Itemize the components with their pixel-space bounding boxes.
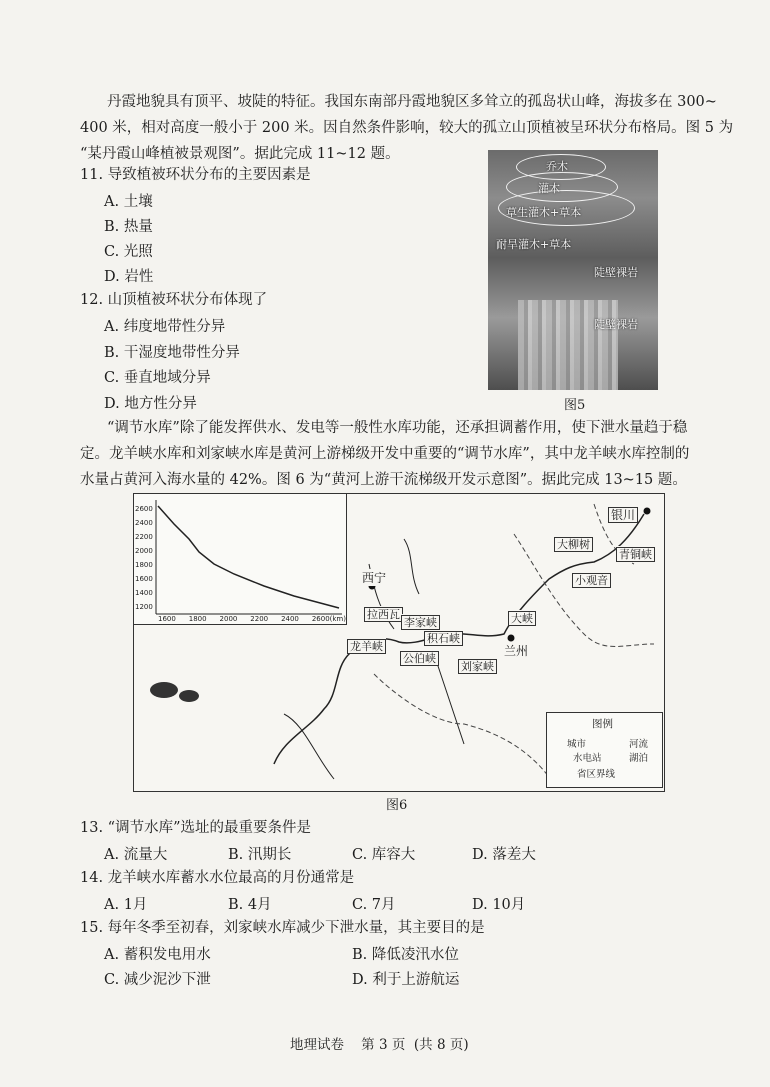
figure6-map — [133, 493, 665, 792]
intro1-line3: “某丹霞山峰植被景观图”。据此完成 11~12 题。 — [80, 146, 400, 162]
profile-y-ticks: 2600 2400 2200 2000 1800 1600 1400 1200 — [135, 505, 153, 611]
q12-option-a[interactable]: A. 纬度地带性分异 — [104, 319, 226, 335]
lake-1 — [150, 682, 178, 698]
intro1-line1: 丹霞地貌具有顶平、坡陡的特征。我国东南部丹霞地貌区多耸立的孤岛状山峰，海拔多在 300~ — [107, 94, 717, 110]
legend-border: 省区界线 — [577, 769, 616, 780]
q12-stem: 12. 山顶植被环状分布体现了 — [80, 292, 268, 308]
label-gongboxia: 公伯峡 — [400, 650, 439, 666]
q13-option-a[interactable]: A. 流量大 — [104, 847, 168, 863]
label-xiaoguanyin: 小观音 — [572, 572, 611, 588]
label-lanzhou: 兰州 — [504, 644, 529, 658]
q11-stem: 11. 导致植被环状分布的主要因素是 — [80, 167, 311, 183]
city-yinchuan — [644, 508, 651, 515]
q13-stem: 13. “调节水库”选址的最重要条件是 — [80, 820, 311, 836]
label-cliff-1: 陡壁裸岩 — [594, 266, 638, 279]
intro2-line3: 水量占黄河入海水量的 42%。图 6 为“黄河上游干流梯级开发示意图”。据此完成 13~15 题。 — [80, 472, 687, 488]
label-daxia: 大峡 — [508, 610, 536, 626]
label-yinchuan: 银川 — [608, 506, 638, 523]
legend-station: 水电站 — [573, 753, 602, 764]
q15-option-b[interactable]: B. 降低凌汛水位 — [352, 947, 459, 963]
q14-stem: 14. 龙羊峡水库蓄水水位最高的月份通常是 — [80, 870, 355, 886]
label-lijiaxia: 李家峡 — [401, 614, 440, 630]
label-arbor: 乔木 — [546, 160, 568, 173]
q12-option-b[interactable]: B. 干湿度地带性分异 — [104, 345, 240, 361]
q15-stem: 15. 每年冬季至初春，刘家峡水库减少下泄水量，其主要目的是 — [80, 920, 485, 936]
city-lanzhou — [508, 635, 515, 642]
label-laxiwa: 拉西瓦 — [364, 606, 403, 622]
label-drought-shrub: 耐旱灌木+草本 — [496, 238, 572, 251]
tributary-north — [404, 539, 419, 594]
label-grass-shrub: 草生灌木+草本 — [506, 206, 582, 219]
legend-lake: 湖泊 — [629, 753, 649, 764]
q11-option-c[interactable]: C. 光照 — [104, 244, 153, 260]
q13-option-c[interactable]: C. 库容大 — [352, 847, 416, 863]
label-xining: 西宁 — [362, 571, 387, 585]
q11-option-a[interactable]: A. 土壤 — [104, 194, 153, 210]
q14-option-d[interactable]: D. 10月 — [472, 897, 526, 913]
profile-inset — [134, 494, 347, 625]
page-footer: 地理试卷 第 3 页 (共 8 页) — [290, 1037, 469, 1053]
profile-line — [158, 506, 339, 608]
q13-option-d[interactable]: D. 落差大 — [472, 847, 536, 863]
profile-chart — [134, 494, 346, 624]
q15-option-d[interactable]: D. 利于上游航运 — [352, 972, 460, 988]
intro2-line2: 定。龙羊峡水库和刘家峡水库是黄河上游梯级开发中重要的“调节水库”，其中龙羊峡水库控制的 — [80, 446, 690, 462]
cliff-texture — [518, 300, 618, 390]
q12-option-c[interactable]: C. 垂直地域分异 — [104, 370, 211, 386]
q14-option-c[interactable]: C. 7月 — [352, 897, 396, 913]
lake-2 — [179, 690, 199, 702]
q15-option-c[interactable]: C. 减少泥沙下泄 — [104, 972, 211, 988]
q12-option-d[interactable]: D. 地方性分异 — [104, 396, 197, 412]
profile-x-ticks: 1600 1800 2000 2200 2400 2600(km) — [158, 615, 346, 623]
label-longyangxia: 龙羊峡 — [347, 638, 386, 654]
figure5-caption: 图5 — [564, 398, 586, 413]
q14-option-a[interactable]: A. 1月 — [104, 897, 148, 913]
q13-option-b[interactable]: B. 汛期长 — [228, 847, 292, 863]
map-legend — [546, 712, 663, 788]
q15-option-a[interactable]: A. 蓄积发电用水 — [104, 947, 211, 963]
figure6-caption: 图6 — [386, 798, 408, 813]
intro2-line1: “调节水库”除了能发挥供水、发电等一般性水库功能，还承担调蓄作用，使下泄水量趋于稳 — [107, 420, 688, 436]
province-border-1 — [374, 674, 554, 784]
label-shrub: 灌木 — [538, 182, 560, 195]
legend-city: 城市 — [567, 739, 587, 750]
label-daliushu: 大柳树 — [554, 536, 593, 552]
intro1-line2: 400 米，相对高度一般小于 200 米。因自然条件影响，较大的孤立山顶植被呈环状分布格局。图 5 为 — [80, 120, 734, 136]
label-qingtongxia: 青铜峡 — [616, 546, 655, 562]
label-liujiaxia: 刘家峡 — [458, 658, 497, 674]
legend-title: 图例 — [592, 718, 613, 730]
figure5-photo — [488, 150, 658, 390]
q11-option-b[interactable]: B. 热量 — [104, 219, 153, 235]
label-cliff-2: 陡壁裸岩 — [594, 318, 638, 331]
q14-option-b[interactable]: B. 4月 — [228, 897, 272, 913]
q11-option-d[interactable]: D. 岩性 — [104, 269, 154, 285]
label-jishixia: 积石峡 — [424, 630, 463, 646]
legend-river: 河流 — [629, 739, 649, 750]
